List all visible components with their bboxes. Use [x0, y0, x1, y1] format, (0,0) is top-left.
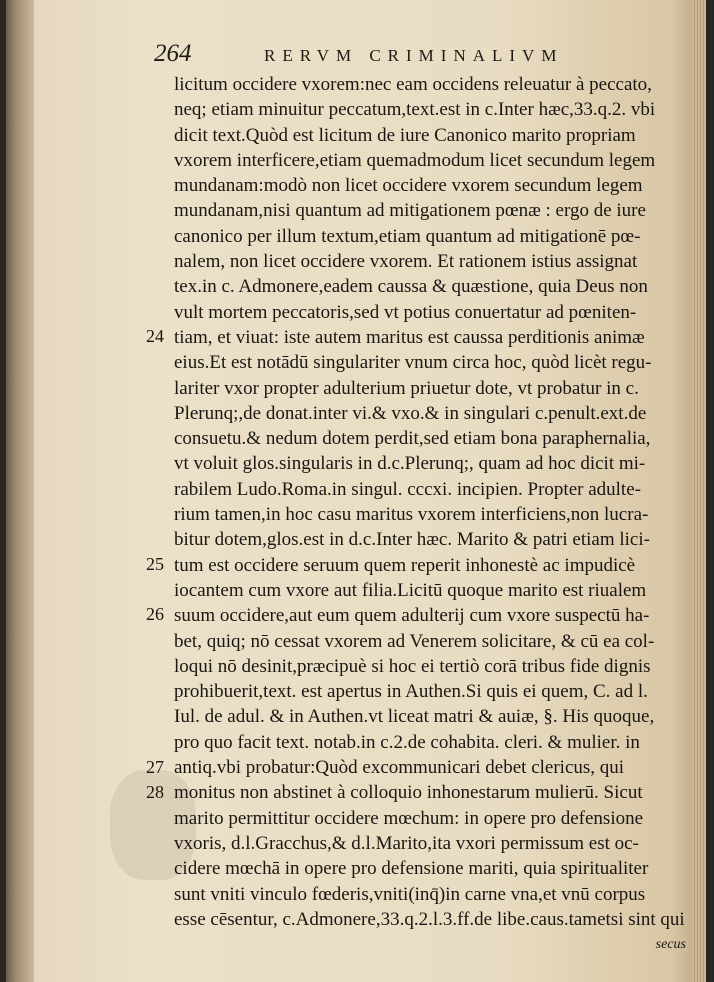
text-line: vxoris, d.l.Gracchus,& d.l.Marito,ita vxori permissum est oc-: [174, 832, 639, 854]
text-line: vult mortem peccatoris,sed vt potius conuertatur ad pœniten-: [174, 301, 637, 323]
text-line: esse cēsentur, c.Admonere,33.q.2.l.3.ff.de libe.caus.tametsi sint qui: [174, 908, 685, 930]
text-line: Iul. de adul. & in Authen.vt liceat matri & auiæ, §. His quoque,: [174, 706, 655, 728]
book-binding: [6, 0, 34, 982]
text-line: neq; etiam minuitur peccatum,text.est in c.Inter hæc,33.q.2. vbi: [174, 99, 656, 121]
text-line: prohibuerit,text. est apertus in Authen.Si quis ei quem, C. ad l.: [174, 681, 648, 703]
text-line: pro quo facit text. notab.in c.2.de cohabita. cleri. & mulier. in: [174, 731, 640, 753]
margin-number: 24: [146, 326, 164, 346]
text-line: bitur dotem,glos.est in d.c.Inter hæc. Marito & patri etiam lici-: [174, 529, 650, 551]
text-line: licitum occidere vxorem:nec eam occidens releuatur à peccato,: [174, 74, 652, 95]
text-line: suum occidere,aut eum quem adulterij cum vxore suspectū ha-: [174, 605, 650, 627]
text-line: eius.Et est notādū singulariter vnum circa hoc, quòd licèt regu-: [174, 352, 652, 374]
text-line: mundanam,nisi quantum ad mitigationem pœnæ : ergo de iure: [174, 200, 646, 222]
catchword: secus: [655, 937, 686, 953]
margin-number: 27: [146, 757, 164, 777]
text-line: antiq.vbi probatur:Quòd excommunicari debet clericus, qui: [174, 757, 625, 779]
page-header: [154, 40, 674, 74]
text-line: tum est occidere seruum quem reperit inhonestè ac impudicè: [174, 554, 636, 576]
text-line: consuetu.& nedum dotem perdit,sed etiam bona paraphernalia,: [174, 428, 651, 450]
margin-number: 28: [146, 782, 164, 802]
book-page: [6, 0, 706, 982]
body-text: [174, 72, 702, 957]
text-line: iocantem cum vxore aut filia.Licitū quoque marito est riualem: [174, 579, 647, 601]
page-number: 264: [154, 40, 192, 67]
text-line: vt voluit glos.singularis in d.c.Plerunq;, quam ad hoc dicit mi-: [174, 453, 646, 475]
text-line: bet, quiq; nō cessat vxorem ad Venerem solicitare, & cū ea col-: [174, 630, 655, 652]
text-line: mundanam:modò non licet occidere vxorem secundum legem: [174, 175, 643, 197]
text-line: Plerunq;,de donat.inter vi.& vxo.& in singulari c.penult.ext.de: [174, 402, 647, 424]
text-line: cidere mœchā in opere pro defensione mariti, quia spiritualiter: [174, 858, 649, 880]
text-line: marito permittitur occidere mœchum: in opere pro defensione: [174, 807, 644, 829]
text-line: monitus non abstinet à colloquio inhonestarum mulierū. Sicut: [174, 782, 643, 804]
text-line: vxorem interficere,etiam quemadmodum licet secundum legem: [174, 149, 656, 171]
margin-numbers: [146, 72, 172, 832]
text-line: sunt vniti vinculo fœderis,vniti(inq̄)in carne vna,et vnū corpus: [174, 883, 646, 905]
text-line: tex.in c. Admonere,eadem caussa & quæstione, quia Deus non: [174, 276, 648, 298]
running-title: RERVM CRIMINALIVM: [264, 46, 564, 65]
margin-number: 26: [146, 604, 164, 624]
text-line: rium tamen,in hoc casu maritus vxorem interficiens,non lucra-: [174, 504, 649, 526]
text-line: dicit text.Quòd est licitum de iure Canonico marito propriam: [174, 124, 636, 146]
margin-number: 25: [146, 554, 164, 574]
text-line: loqui nō desinit,præcipuè si hoc ei tertiò corā tribus fide dignis: [174, 655, 651, 677]
text-line: tiam, et viuat: iste autem maritus est caussa perditionis animæ: [174, 326, 645, 348]
text-line: canonico per illum textum,etiam quantum ad mitigationē pœ-: [174, 225, 641, 247]
text-line: rabilem Ludo.Roma.in singul. cccxi. incipien. Propter adulte-: [174, 478, 641, 500]
text-line: nalem, non licet occidere vxorem. Et rationem istius assignat: [174, 251, 638, 273]
text-line: lariter vxor propter adulterium priuetur dote, vt probatur in c.: [174, 377, 639, 399]
